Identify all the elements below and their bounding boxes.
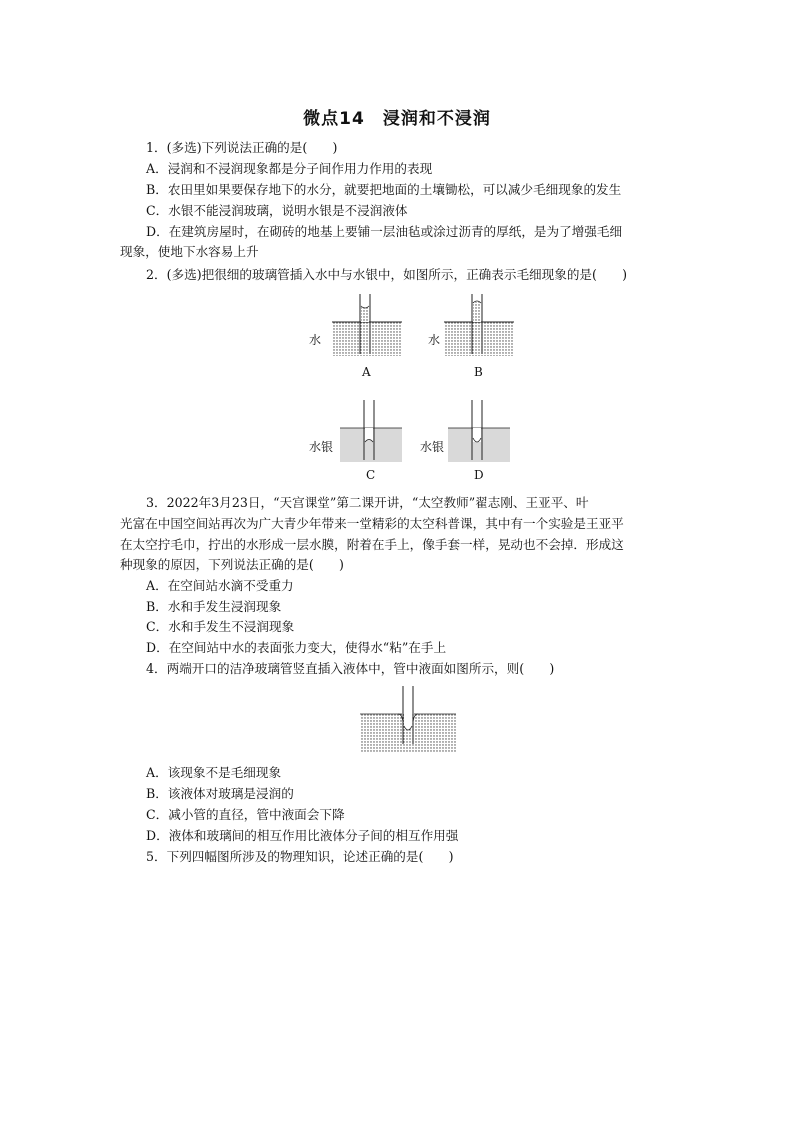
q2-figure-d [446, 398, 512, 464]
q5-stem: 5．下列四幅图所涉及的物理知识，论述正确的是( ) [146, 849, 454, 864]
q1-option-d: D．在建筑房屋时，在砌砖的地基上要铺一层油毡或涂过沥青的厚纸，是为了增强毛细 [146, 224, 623, 239]
q2-stem: 2．(多选)把很细的玻璃管插入水中与水银中，如图所示，正确表示毛细现象的是( ) [146, 267, 628, 282]
q2-label-d: D [474, 468, 484, 482]
q2-label-b: B [474, 365, 483, 379]
q2-label-water-a: 水 [309, 333, 322, 347]
q2-label-mercury-c: 水银 [309, 440, 334, 454]
q1-option-a: A．浸润和不浸润现象都是分子间作用力作用的表现 [146, 161, 433, 176]
q3-stem-line1: 3．2022年3月23日，“天宫课堂”第二课开讲，“太空教师”翟志刚、王亚平、叶 [146, 495, 589, 510]
q2-figure-c [338, 398, 404, 464]
q1-option-d-cont: 现象，使地下水容易上升 [120, 244, 259, 259]
q2-figure-a [330, 292, 404, 358]
q3-option-c: C．水和手发生不浸润现象 [146, 619, 295, 634]
page-title: 微点14 浸润和不浸润 [303, 109, 491, 129]
q1-option-b: B．农田里如果要保存地下的水分，就要把地面的土壤锄松，可以减少毛细现象的发生 [146, 182, 622, 197]
q2-label-water-b: 水 [428, 333, 441, 347]
q1-stem: 1．(多选)下列说法正确的是( ) [146, 140, 338, 155]
q3-option-a: A．在空间站水滴不受重力 [146, 578, 294, 593]
q3-stem-line3: 在太空拧毛巾，拧出的水形成一层水膜，附着在手上，像手套一样，晃动也不会掉．形成这 [120, 537, 624, 552]
q3-stem-line4: 种现象的原因，下列说法正确的是( ) [120, 557, 344, 572]
q3-option-d: D．在空间站中水的表面张力变大，使得水“粘”在手上 [146, 640, 447, 655]
q2-figure-b [442, 292, 516, 358]
q3-stem-line2: 光富在中国空间站再次为广大青少年带来一堂精彩的太空科普课，其中有一个实验是王亚平 [120, 516, 624, 531]
q4-option-b: B．该液体对玻璃是浸润的 [146, 786, 294, 801]
q1-option-c: C．水银不能浸润玻璃，说明水银是不浸润液体 [146, 203, 408, 218]
q3-option-b: B．水和手发生浸润现象 [146, 599, 282, 614]
q2-label-a: A [362, 365, 371, 379]
q2-label-c: C [366, 468, 376, 482]
q4-stem: 4．两端开口的洁净玻璃管竖直插入液体中，管中液面如图所示，则( ) [146, 661, 555, 676]
q4-figure [358, 684, 458, 756]
q4-option-d: D．液体和玻璃间的相互作用比液体分子间的相互作用强 [146, 828, 459, 843]
q4-option-a: A．该现象不是毛细现象 [146, 765, 282, 780]
q4-option-c: C．减小管的直径，管中液面会下降 [146, 807, 345, 822]
q2-label-mercury-d: 水银 [420, 440, 445, 454]
